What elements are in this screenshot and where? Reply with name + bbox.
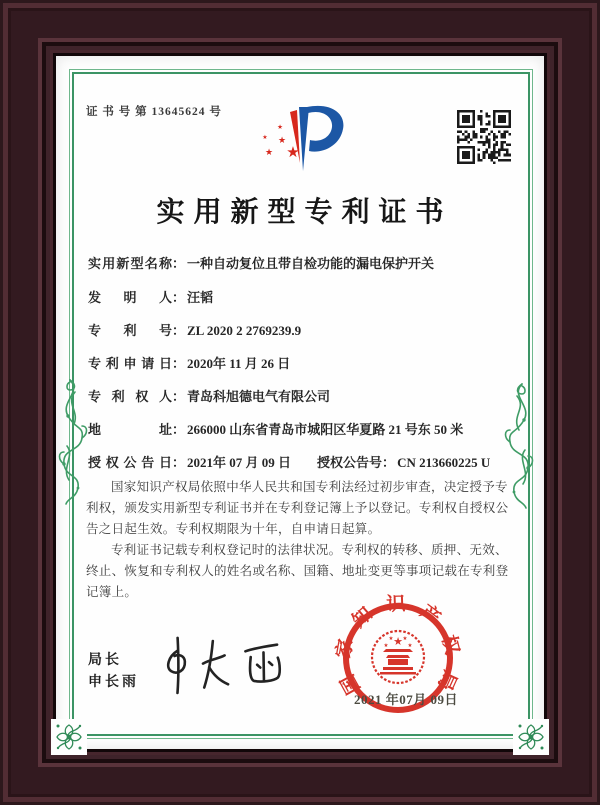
grant-row: [88, 452, 490, 471]
star-icon: ★: [402, 636, 408, 642]
field-label: 实用新型名称: [88, 256, 172, 271]
field-colon: ：: [172, 455, 186, 470]
field-label: 授权公告日: [88, 455, 172, 470]
star-icon: ★: [388, 636, 394, 642]
qr-code: [457, 110, 511, 164]
field-row: [88, 287, 213, 306]
field-value: 青岛科旭德电气有限公司: [187, 389, 331, 404]
cnipa-logo-icon: [253, 101, 349, 179]
field-colon: ：: [382, 455, 396, 470]
field-label: 专利申请日: [88, 356, 172, 371]
star-icon: ★: [262, 134, 268, 141]
field-value: 2021年 07 月 09 日: [187, 455, 292, 470]
director-signature: [148, 628, 318, 698]
field-row: [88, 353, 290, 372]
field-row: [88, 320, 301, 339]
star-icon: ★: [286, 143, 300, 161]
star-icon: ★: [277, 123, 283, 131]
seal-ring-text: 国家知识产权局: [333, 593, 463, 698]
director-name: 申长雨: [88, 673, 139, 689]
field-value: CN 213660225 U: [397, 455, 491, 470]
star-icon: ★: [407, 643, 413, 649]
field-colon: ：: [172, 290, 186, 305]
field-label: 地址: [88, 422, 172, 437]
field-row: [88, 253, 434, 272]
national-emblem-icon: [372, 631, 424, 683]
certificate-number: 证 书 号 第 13645624 号: [86, 106, 222, 118]
seal-date: 2021 年07月 09日: [354, 692, 459, 707]
field-row: [88, 386, 330, 405]
field-colon: ：: [172, 356, 186, 371]
field-label: 专利号: [88, 323, 172, 338]
star-icon: ★: [277, 136, 287, 146]
field-value: 2020年 11 月 26 日: [187, 356, 291, 371]
vine-flourish-icon: [54, 376, 90, 508]
floral-corner-icon: [508, 714, 554, 760]
star-icon: ★: [383, 643, 389, 649]
legal-paragraph: 国家知识产权局依照中华人民共和国专利法经过初步审查，决定授予专利权，颁发实用新型专利证书并在专利登记簿上予以登记。专利权自授权公告之日起生效。专利权期限为十年，自申请日起算。: [86, 480, 509, 536]
director-block: [88, 648, 139, 692]
field-value: 汪韬: [187, 290, 214, 305]
field-label: 发明人: [88, 290, 172, 305]
field-label: 专利权人: [88, 389, 172, 404]
field-value: 一种自动复位且带自检功能的漏电保护开关: [187, 256, 435, 271]
field-label: 授权公告号: [317, 455, 383, 470]
field-colon: ：: [172, 256, 186, 271]
field-value: 266000 山东省青岛市城阳区华夏路 21 号东 50 米: [187, 422, 464, 437]
field-row: [88, 419, 463, 438]
star-icon: ★: [393, 635, 403, 648]
field-colon: ：: [172, 323, 186, 338]
field-value: ZL 2020 2 2769239.9: [187, 323, 302, 338]
star-icon: ★: [264, 148, 274, 158]
legal-paragraph: 专利证书记载专利权登记时的法律状况。专利权的转移、质押、无效、终止、恢复和专利权人的姓名或名称、国籍、地址变更等事项记载在专利登记簿上。: [86, 543, 509, 599]
certificate-title: 实用新型专利证书: [156, 197, 453, 228]
floral-corner-icon: [46, 714, 92, 760]
field-colon: ：: [172, 389, 186, 404]
field-colon: ：: [172, 422, 186, 437]
legal-text: [86, 477, 516, 603]
director-title: 局长: [88, 651, 122, 667]
